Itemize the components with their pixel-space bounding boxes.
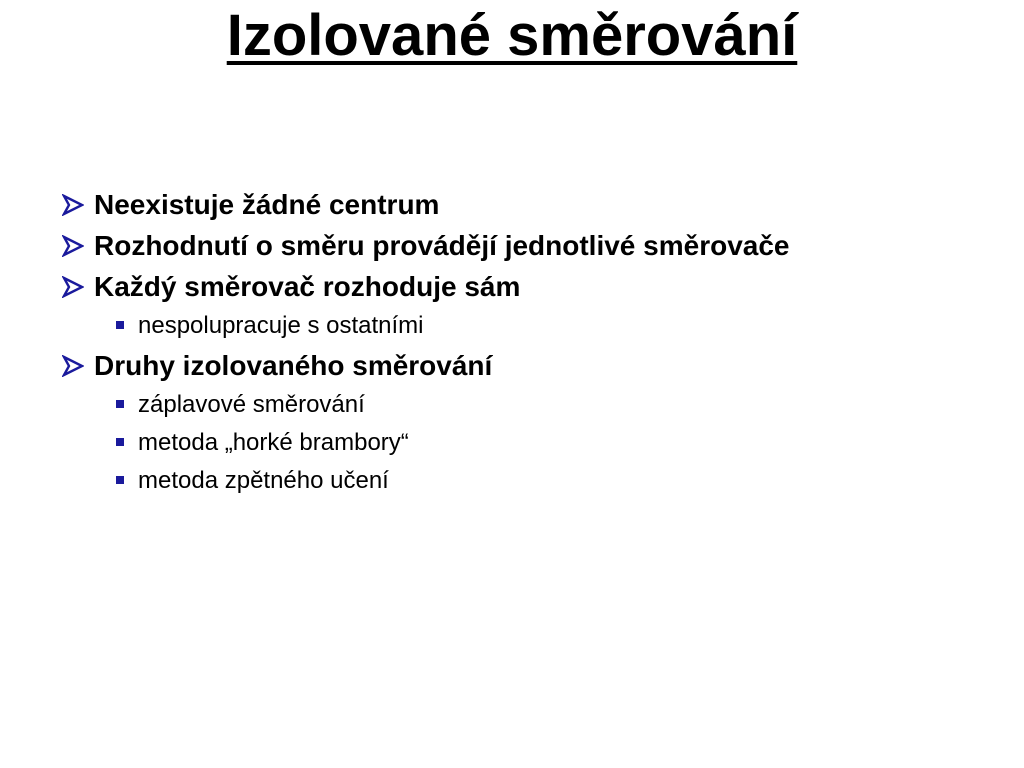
sub-bullet-text: nespolupracuje s ostatními (138, 312, 424, 339)
sub-bullet-item (62, 424, 1002, 462)
square-bullet-icon (114, 440, 138, 446)
bullet-item (62, 266, 1002, 307)
bullet-text: Každý směrovač rozhoduje sám (94, 270, 521, 302)
bullet-list (62, 184, 1002, 500)
sub-bullet-item (62, 386, 1002, 424)
bullet-text: Rozhodnutí o směru provádějí jednotlivé směrovače (94, 229, 790, 261)
arrow-right-icon (62, 235, 94, 257)
square-bullet-icon (114, 478, 138, 484)
arrow-right-icon (62, 194, 94, 216)
bullet-item (62, 184, 1002, 225)
bullet-text: Neexistuje žádné centrum (94, 188, 440, 220)
sub-bullet-item (62, 307, 1002, 345)
arrow-right-icon (62, 276, 94, 298)
arrow-right-icon (62, 355, 94, 377)
bullet-text: Druhy izolovaného směrování (94, 349, 493, 381)
bullet-item (62, 225, 1002, 266)
sub-bullet-item (62, 462, 1002, 500)
square-bullet-icon (114, 402, 138, 408)
sub-bullet-text: metoda „horké brambory“ (138, 429, 409, 456)
sub-bullet-text: metoda zpětného učení (138, 467, 389, 494)
sub-bullet-text: záplavové směrování (138, 391, 365, 418)
slide-title: Izolované směrování (226, 3, 798, 68)
square-bullet-icon (114, 323, 138, 329)
bullet-item (62, 345, 1002, 386)
